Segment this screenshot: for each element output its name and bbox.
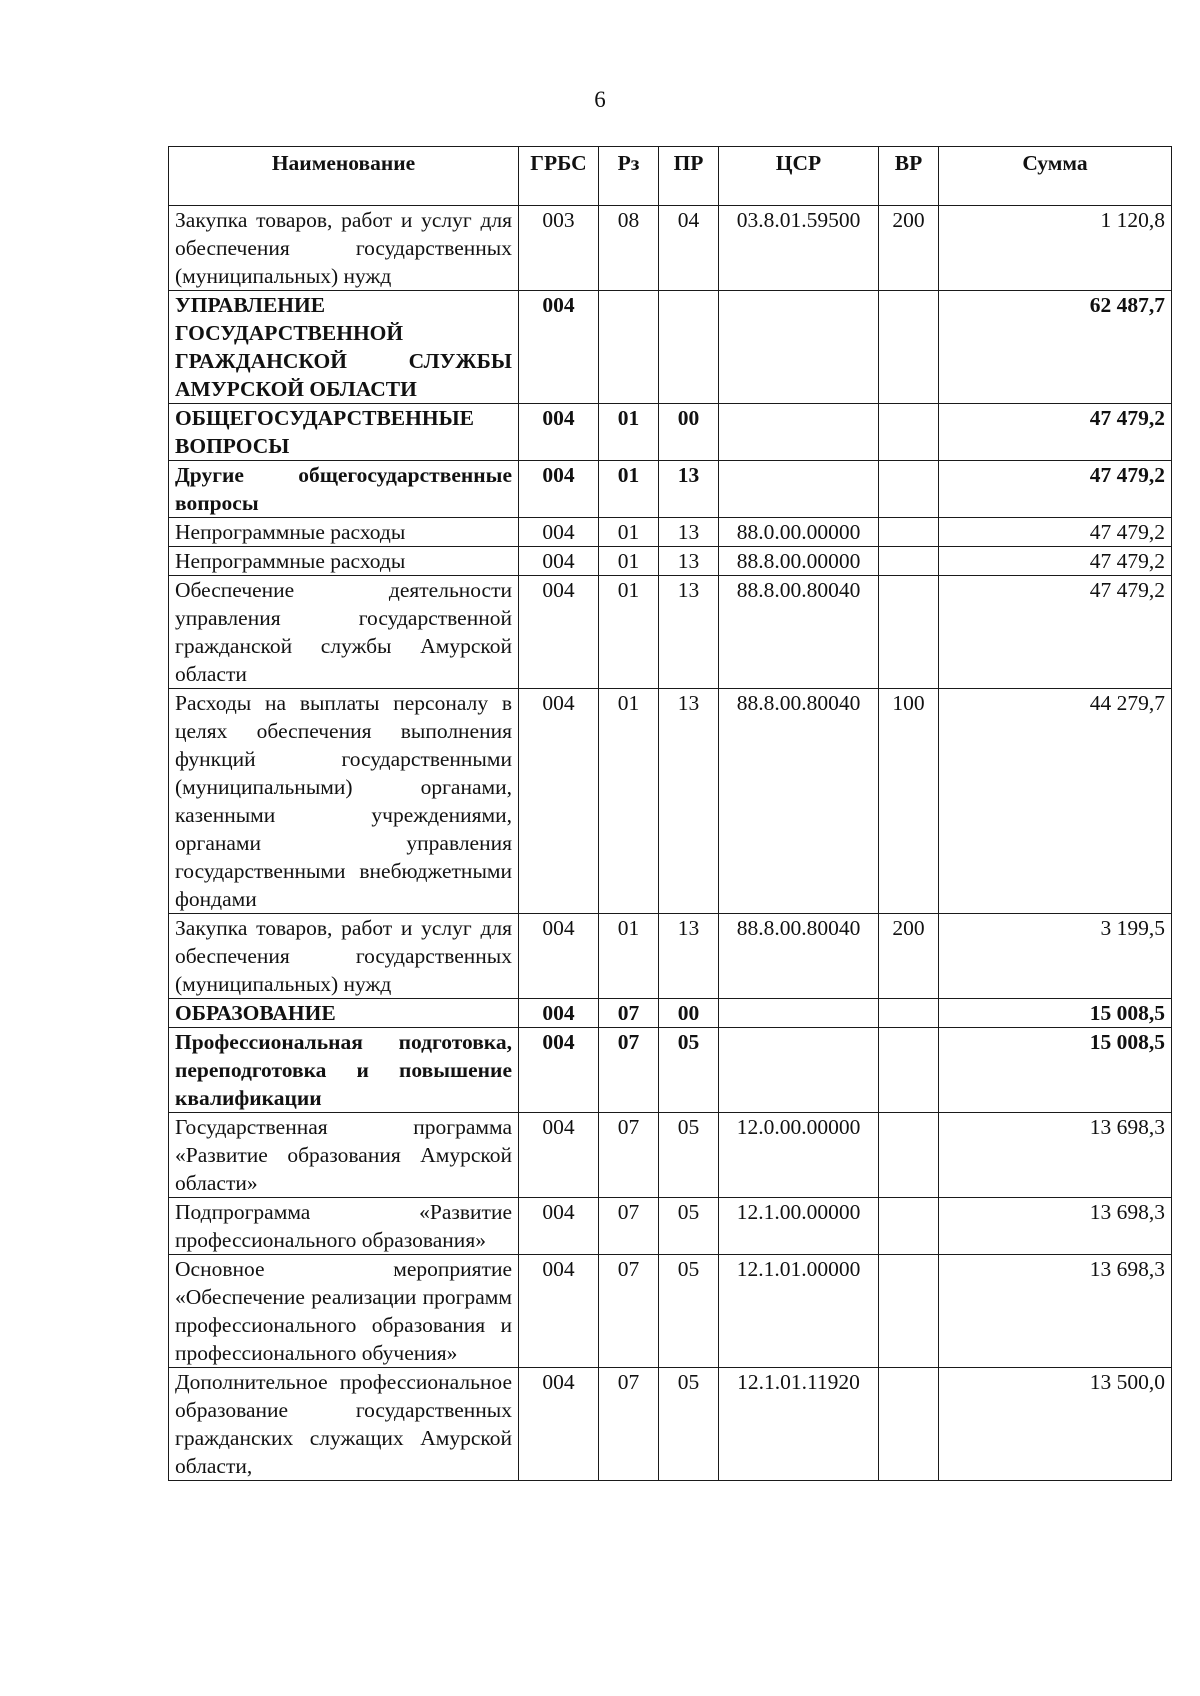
cell-grbs: 004 — [519, 1198, 599, 1255]
cell-name: Расходы на выплаты персоналу в целях обеспечения выполнения функций государственными (муниципальными) органами, казенными учреждениями, органами управления государственными внебюджетными фондами — [169, 689, 519, 914]
cell-grbs: 004 — [519, 1028, 599, 1113]
cell-pr — [659, 291, 719, 404]
cell-sum: 47 479,2 — [939, 547, 1172, 576]
cell-grbs: 004 — [519, 689, 599, 914]
cell-vr: 200 — [879, 914, 939, 999]
cell-csr — [719, 461, 879, 518]
cell-name: Обеспечение деятельности управления государственной гражданской службы Амурской области — [169, 576, 519, 689]
table-row — [169, 1368, 1172, 1481]
budget-table — [168, 146, 1172, 1481]
cell-pr: 13 — [659, 461, 719, 518]
cell-csr: 12.1.01.00000 — [719, 1255, 879, 1368]
cell-sum: 13 500,0 — [939, 1368, 1172, 1481]
cell-grbs: 004 — [519, 291, 599, 404]
cell-rz: 07 — [599, 1198, 659, 1255]
cell-grbs: 004 — [519, 404, 599, 461]
cell-sum: 3 199,5 — [939, 914, 1172, 999]
cell-pr: 05 — [659, 1198, 719, 1255]
table-row — [169, 1028, 1172, 1113]
cell-grbs: 003 — [519, 206, 599, 291]
cell-csr — [719, 291, 879, 404]
cell-csr: 88.8.00.80040 — [719, 689, 879, 914]
cell-csr: 12.1.00.00000 — [719, 1198, 879, 1255]
table-row — [169, 689, 1172, 914]
cell-sum: 44 279,7 — [939, 689, 1172, 914]
cell-pr: 04 — [659, 206, 719, 291]
header-sum: Сумма — [939, 147, 1172, 206]
cell-name: Другие общегосударственные вопросы — [169, 461, 519, 518]
cell-sum: 47 479,2 — [939, 404, 1172, 461]
table-row — [169, 206, 1172, 291]
cell-vr: 100 — [879, 689, 939, 914]
cell-name: ОБЩЕГОСУДАРСТВЕННЫЕ ВОПРОСЫ — [169, 404, 519, 461]
cell-vr — [879, 547, 939, 576]
cell-sum: 13 698,3 — [939, 1113, 1172, 1198]
cell-vr — [879, 404, 939, 461]
header-pr: ПР — [659, 147, 719, 206]
cell-grbs: 004 — [519, 547, 599, 576]
cell-rz: 07 — [599, 999, 659, 1028]
table-row — [169, 461, 1172, 518]
cell-name: Государственная программа «Развитие образования Амурской области» — [169, 1113, 519, 1198]
cell-vr — [879, 1368, 939, 1481]
cell-rz: 01 — [599, 518, 659, 547]
cell-sum: 13 698,3 — [939, 1198, 1172, 1255]
page-number: 6 — [594, 87, 606, 112]
cell-name: Дополнительное профессиональное образование государственных гражданских служащих Амурской области, — [169, 1368, 519, 1481]
cell-name: Основное мероприятие «Обеспечение реализации программ профессионального образования и профессионального обучения» — [169, 1255, 519, 1368]
cell-pr: 13 — [659, 689, 719, 914]
cell-rz: 01 — [599, 547, 659, 576]
cell-csr: 03.8.01.59500 — [719, 206, 879, 291]
cell-name: Закупка товаров, работ и услуг для обеспечения государственных (муниципальных) нужд — [169, 206, 519, 291]
cell-vr: 200 — [879, 206, 939, 291]
cell-name: Профессиональная подготовка, переподготовка и повышение квалификации — [169, 1028, 519, 1113]
cell-grbs: 004 — [519, 1255, 599, 1368]
cell-pr: 13 — [659, 518, 719, 547]
cell-pr: 00 — [659, 404, 719, 461]
cell-name: Непрограммные расходы — [169, 518, 519, 547]
cell-rz: 01 — [599, 461, 659, 518]
cell-csr: 88.8.00.80040 — [719, 576, 879, 689]
cell-rz — [599, 291, 659, 404]
cell-rz: 07 — [599, 1113, 659, 1198]
cell-sum: 47 479,2 — [939, 518, 1172, 547]
cell-csr — [719, 1028, 879, 1113]
header-grbs: ГРБС — [519, 147, 599, 206]
cell-sum: 15 008,5 — [939, 999, 1172, 1028]
cell-sum: 47 479,2 — [939, 576, 1172, 689]
table-row — [169, 914, 1172, 999]
cell-sum: 47 479,2 — [939, 461, 1172, 518]
cell-vr — [879, 999, 939, 1028]
table-row — [169, 518, 1172, 547]
cell-pr: 05 — [659, 1028, 719, 1113]
cell-sum: 1 120,8 — [939, 206, 1172, 291]
cell-rz: 07 — [599, 1028, 659, 1113]
cell-pr: 05 — [659, 1255, 719, 1368]
cell-grbs: 004 — [519, 1113, 599, 1198]
cell-rz: 01 — [599, 404, 659, 461]
cell-csr: 88.0.00.00000 — [719, 518, 879, 547]
cell-name: Закупка товаров, работ и услуг для обеспечения государственных (муниципальных) нужд — [169, 914, 519, 999]
table-header — [169, 147, 1172, 206]
cell-name: Непрограммные расходы — [169, 547, 519, 576]
cell-grbs: 004 — [519, 1368, 599, 1481]
cell-vr — [879, 1113, 939, 1198]
cell-grbs: 004 — [519, 518, 599, 547]
cell-name: ОБРАЗОВАНИЕ — [169, 999, 519, 1028]
cell-pr: 00 — [659, 999, 719, 1028]
table-row — [169, 1198, 1172, 1255]
table-row — [169, 1113, 1172, 1198]
table-row — [169, 999, 1172, 1028]
cell-grbs: 004 — [519, 914, 599, 999]
cell-csr — [719, 999, 879, 1028]
cell-vr — [879, 291, 939, 404]
header-name: Наименование — [169, 147, 519, 206]
cell-csr — [719, 404, 879, 461]
cell-grbs: 004 — [519, 461, 599, 518]
table-row — [169, 576, 1172, 689]
table-row — [169, 404, 1172, 461]
cell-pr: 13 — [659, 576, 719, 689]
table-row — [169, 547, 1172, 576]
cell-pr: 13 — [659, 547, 719, 576]
cell-csr: 88.8.00.80040 — [719, 914, 879, 999]
cell-grbs: 004 — [519, 999, 599, 1028]
cell-vr — [879, 1028, 939, 1113]
table-body — [169, 206, 1172, 1481]
cell-grbs: 004 — [519, 576, 599, 689]
cell-csr: 12.0.00.00000 — [719, 1113, 879, 1198]
cell-pr: 05 — [659, 1113, 719, 1198]
cell-sum: 15 008,5 — [939, 1028, 1172, 1113]
cell-name: УПРАВЛЕНИЕ ГОСУДАРСТВЕННОЙ ГРАЖДАНСКОЙ СЛУЖБЫ АМУРСКОЙ ОБЛАСТИ — [169, 291, 519, 404]
cell-csr: 88.8.00.00000 — [719, 547, 879, 576]
table-row — [169, 291, 1172, 404]
header-vr: ВР — [879, 147, 939, 206]
table-row — [169, 1255, 1172, 1368]
cell-pr: 13 — [659, 914, 719, 999]
cell-rz: 08 — [599, 206, 659, 291]
cell-rz: 01 — [599, 576, 659, 689]
header-csr: ЦСР — [719, 147, 879, 206]
cell-rz: 07 — [599, 1368, 659, 1481]
cell-pr: 05 — [659, 1368, 719, 1481]
cell-vr — [879, 461, 939, 518]
cell-vr — [879, 1255, 939, 1368]
cell-name: Подпрограмма «Развитие профессионального образования» — [169, 1198, 519, 1255]
cell-vr — [879, 576, 939, 689]
header-rz: Рз — [599, 147, 659, 206]
cell-vr — [879, 1198, 939, 1255]
cell-vr — [879, 518, 939, 547]
cell-rz: 01 — [599, 689, 659, 914]
header-row — [169, 147, 1172, 206]
cell-csr: 12.1.01.11920 — [719, 1368, 879, 1481]
cell-sum: 13 698,3 — [939, 1255, 1172, 1368]
cell-rz: 01 — [599, 914, 659, 999]
cell-sum: 62 487,7 — [939, 291, 1172, 404]
cell-rz: 07 — [599, 1255, 659, 1368]
